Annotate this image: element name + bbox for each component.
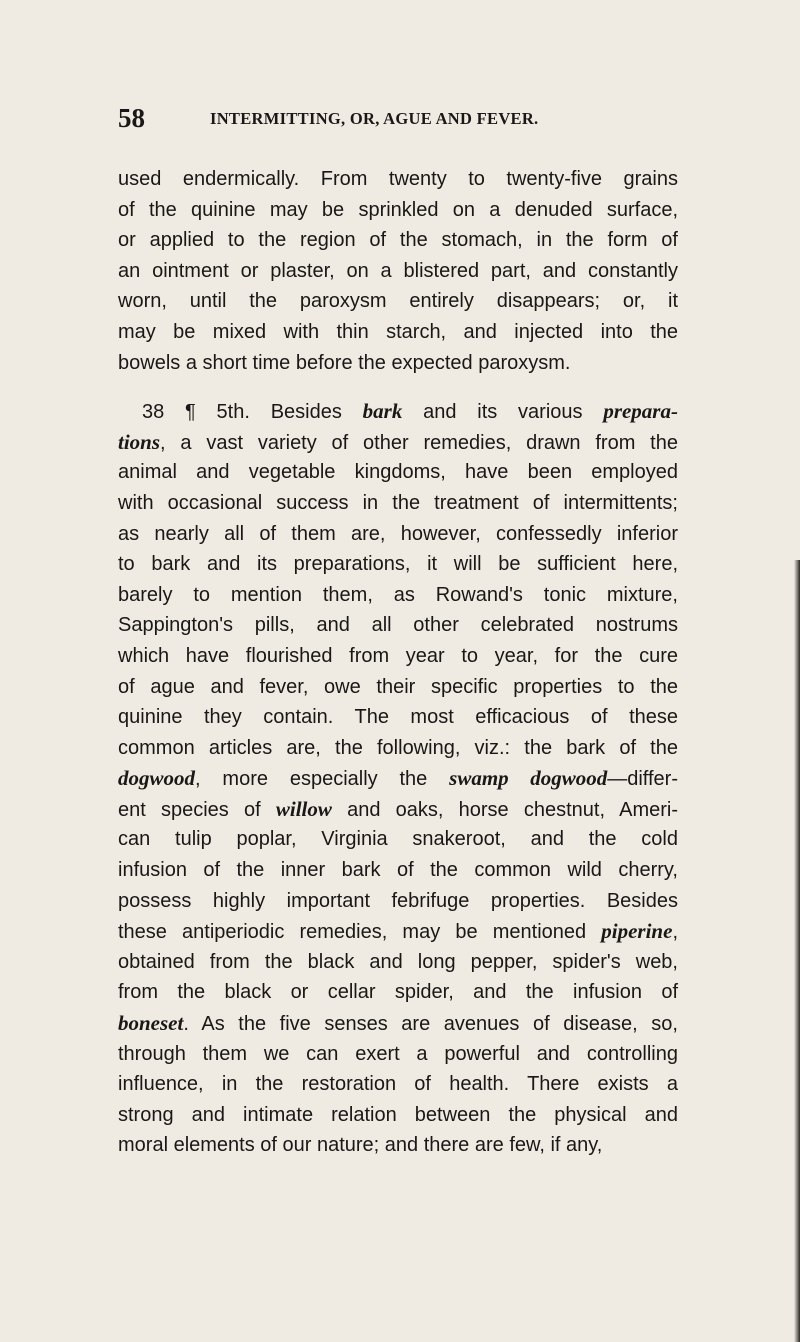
text-line (118, 164, 678, 195)
italic-term: piperine (601, 919, 673, 944)
text-run: worn, until the paroxysm entirely disappears; or, it (118, 290, 678, 313)
body-text (118, 164, 678, 1161)
text-line (118, 672, 678, 703)
text-line (118, 286, 678, 317)
text-run: , more especially the (195, 768, 450, 791)
text-line (118, 855, 678, 886)
text-line (118, 977, 678, 1008)
text-line (118, 519, 678, 550)
page-number: 58 (118, 103, 145, 133)
text-line (118, 396, 678, 427)
text-run: to bark and its preparations, it will be sufficient here, (118, 553, 678, 576)
text-run: quinine they contain. The most efficacious of these (118, 706, 678, 729)
text-line (118, 317, 678, 348)
text-line (118, 195, 678, 226)
text-line (118, 824, 678, 855)
text-run: animal and vegetable kingdoms, have been employed (118, 461, 678, 484)
text-line (118, 794, 678, 825)
running-head: INTERMITTING, OR, AGUE AND FEVER. (210, 109, 539, 128)
italic-term: boneset (118, 1011, 184, 1036)
text-run: and oaks, horse chestnut, Ameri- (331, 798, 678, 821)
paragraph-gap (118, 378, 678, 396)
italic-term: bark (362, 399, 403, 424)
italic-term: prepara- (603, 399, 678, 424)
text-run: ent species of (118, 798, 276, 821)
text-line (118, 427, 678, 458)
paragraph (118, 396, 678, 1161)
text-line (118, 886, 678, 917)
italic-term: willow (275, 796, 332, 821)
text-line (118, 1008, 678, 1039)
text-run: used endermically. From twenty to twenty-five grains (118, 168, 678, 190)
text-line (118, 1069, 678, 1100)
italic-term: swamp dogwood (449, 766, 608, 791)
text-run: through them we can exert a powerful and controlling (118, 1042, 678, 1065)
text-run: bowels a short time before the expected paroxysm. (118, 351, 571, 374)
text-line (118, 947, 678, 978)
text-run: from the black or cellar spider, and the infusion of (118, 981, 678, 1004)
text-run: can tulip poplar, Virginia snakeroot, and the cold (118, 828, 678, 851)
text-run: obtained from the black and long pepper, spider's web, (118, 950, 678, 973)
text-run: infusion of the inner bark of the common wild cherry, (118, 859, 678, 882)
text-run: 38 ¶ 5th. Besides (142, 401, 363, 424)
text-line (118, 1130, 678, 1161)
text-line (118, 702, 678, 733)
text-run: of the quinine may be sprinkled on a denuded surface, (118, 198, 678, 221)
text-line (118, 457, 678, 488)
text-run: which have flourished from year to year, for the cure (118, 644, 678, 667)
text-run: . As the five senses are avenues of disease, so, (183, 1013, 678, 1036)
text-line (118, 1039, 678, 1070)
text-line (118, 256, 678, 287)
text-run: barely to mention them, as Rowand's tonic mixture, (118, 583, 678, 606)
italic-term: dogwood (118, 766, 196, 791)
text-run: may be mixed with thin starch, and injected into the (118, 320, 678, 343)
text-line (118, 641, 678, 672)
text-run: as nearly all of them are, however, confessedly inferior (118, 522, 678, 545)
text-run: of ague and fever, owe their specific properties to the (118, 675, 678, 698)
text-line (118, 763, 678, 794)
text-line (118, 488, 678, 519)
text-run: strong and intimate relation between the physical and (118, 1103, 678, 1126)
text-run: influence, in the restoration of health. There exists a (118, 1073, 678, 1096)
text-line (118, 348, 678, 379)
text-line (118, 580, 678, 611)
text-run: and its various (402, 401, 604, 424)
text-run: these antiperiodic remedies, may be mentioned (118, 921, 602, 944)
text-run: , a vast variety of other remedies, drawn from the (160, 431, 678, 454)
text-line (118, 916, 678, 947)
page-edge-shadow (794, 560, 800, 1342)
text-run: , (672, 921, 678, 944)
text-run: —differ- (607, 768, 678, 791)
text-run: moral elements of our nature; and there are few, if any, (118, 1134, 603, 1157)
text-run: Sappington's pills, and all other celebrated nostrums (118, 614, 678, 637)
text-run: possess highly important febrifuge properties. Besides (118, 889, 678, 912)
text-run: with occasional success in the treatment of intermittents; (118, 491, 678, 514)
text-line (118, 225, 678, 256)
text-line (118, 549, 678, 580)
text-line (118, 733, 678, 764)
paragraph (118, 164, 678, 378)
text-run: or applied to the region of the stomach, in the form of (118, 229, 678, 252)
text-run: an ointment or plaster, on a blistered part, and constantly (118, 259, 678, 282)
text-line (118, 1100, 678, 1131)
page-header (118, 103, 678, 137)
text-line (118, 610, 678, 641)
text-run: common articles are, the following, viz.: the bark of the (118, 736, 678, 759)
italic-term: tions (118, 429, 161, 454)
